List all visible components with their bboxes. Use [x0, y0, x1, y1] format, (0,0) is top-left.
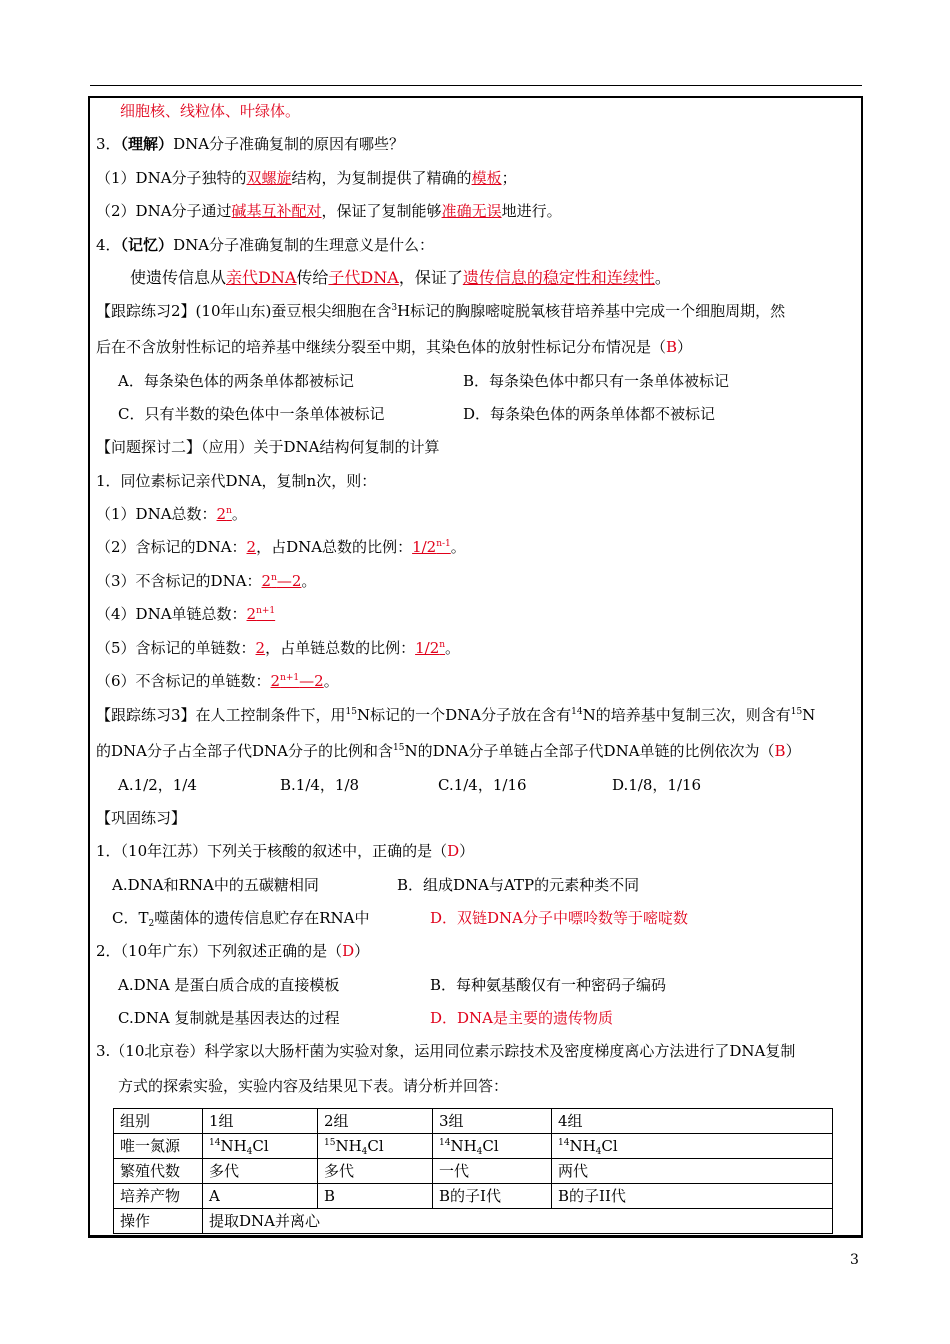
text: 传给	[296, 268, 329, 287]
table-cell: 提取DNA并离心	[203, 1209, 833, 1234]
text: 【跟踪练习3】在人工控制条件下，用	[96, 706, 346, 724]
answer	[415, 639, 445, 657]
exp: n+1	[256, 606, 276, 616]
table-cell: A	[203, 1184, 318, 1209]
option-d: D．DNA是主要的遗传物质	[430, 1009, 614, 1027]
text: N的培养基中复制三次，则含有	[582, 706, 791, 724]
text: 2．（10年广东）下列叙述正确的是（	[96, 942, 343, 960]
text: 噬菌体的遗传信息贮存在RNA中	[154, 909, 370, 927]
text: ；	[501, 169, 517, 187]
table-row	[114, 1159, 833, 1184]
superscript: 14	[571, 707, 583, 717]
table-cell: 组别	[114, 1109, 203, 1134]
exp: n	[439, 640, 446, 650]
question-3-answer-1	[96, 169, 517, 187]
table-cell	[203, 1134, 318, 1159]
option-c: C．只有半数的染色体中一条单体被标记	[118, 405, 385, 423]
subscript: 4	[361, 1147, 368, 1157]
table-cell: 2组	[318, 1109, 433, 1134]
text: 。	[323, 672, 339, 690]
answer: 2	[255, 639, 266, 657]
table-cell: 培养产物	[114, 1184, 203, 1209]
table-cell: 3组	[433, 1109, 552, 1134]
table-cell	[318, 1134, 433, 1159]
table-cell: B的子II代	[552, 1184, 833, 1209]
q-number: 4．	[96, 236, 121, 254]
answer: 准确无误	[441, 202, 502, 220]
text: N标记的一个DNA分子放在含有	[357, 706, 572, 724]
superscript: 15	[345, 707, 357, 717]
option-b: B.1/4，1/8	[280, 776, 360, 794]
text: 。	[445, 639, 461, 657]
calc-6	[96, 672, 339, 690]
superscript: 15	[790, 707, 803, 717]
answer-line-organelles: 细胞核、线粒体、叶绿体。	[120, 102, 301, 120]
text: 。	[301, 572, 317, 590]
text: （6）不含标记的单链数：	[96, 672, 271, 690]
practice-3-line2: 方式的探索实验，实验内容及结果见下表。请分析并回答：	[118, 1077, 509, 1095]
text: Cl	[367, 1137, 384, 1155]
superscript: 14	[558, 1138, 570, 1148]
q-text: DNA分子准确复制的生理意义是什么：	[173, 236, 435, 254]
base: 1/2	[412, 538, 437, 556]
q-tag: （理解）	[120, 135, 174, 153]
option-b: B．每种氨基酸仅有一种密码子编码	[430, 976, 667, 994]
text: 1．（10年江苏）下列关于核酸的叙述中，正确的是（	[96, 842, 448, 860]
answer: D	[447, 842, 460, 860]
calc-5	[96, 639, 460, 657]
text: NH	[335, 1137, 362, 1155]
text: N的DNA分子单链占全部子代DNA单链的比例依次为（	[404, 742, 775, 760]
superscript: 14	[439, 1138, 451, 1148]
answer: 碱基互补配对	[231, 202, 322, 220]
text: ）	[677, 338, 693, 356]
text: ）	[459, 842, 475, 860]
question-3-answer-2	[96, 202, 562, 220]
question-3	[96, 135, 404, 153]
calc-1	[96, 505, 247, 523]
base: 1/2	[415, 639, 440, 657]
subscript: 4	[246, 1147, 253, 1157]
answer	[412, 538, 451, 556]
text: 。	[654, 268, 671, 287]
question-4	[96, 236, 434, 254]
exp: n-1	[436, 539, 451, 549]
table-cell: 操作	[114, 1209, 203, 1234]
superscript: 14	[209, 1138, 221, 1148]
practice-3: 3.（10北京卷）科学家以大肠杆菌为实验对象，运用同位素示踪技术及密度梯度离心方法进行了DNA复制	[96, 1042, 796, 1060]
calc-intro: 1．同位素标记亲代DNA，复制n次，则：	[96, 472, 377, 490]
superscript: 3	[391, 303, 398, 313]
tracking-exercise-3	[96, 706, 815, 724]
table-row	[114, 1184, 833, 1209]
text: ）	[354, 942, 370, 960]
text: （1）DNA总数：	[96, 505, 217, 523]
option-a: A．每条染色体的两条单体都被标记	[118, 372, 354, 390]
text: （2）DNA分子通过	[96, 202, 232, 220]
answer: 遗传信息的稳定性和连续性	[462, 268, 655, 287]
q-tag: （记忆）	[120, 236, 174, 254]
text: 。	[231, 505, 247, 523]
answer	[217, 505, 232, 523]
option-c: C.DNA 复制就是基因表达的过程	[118, 1009, 340, 1027]
table-cell: 两代	[552, 1159, 833, 1184]
answer: 模板	[471, 169, 502, 187]
exp: n	[226, 506, 232, 516]
option-a: A.1/2，1/4	[118, 776, 197, 794]
text: （1）DNA分子独特的	[96, 169, 247, 187]
rest: —2	[299, 672, 324, 690]
option-d: D.1/8，1/16	[612, 776, 702, 794]
practice-1	[96, 842, 474, 860]
text: H标记的胸腺嘧啶脱氧核苷培养基中完成一个细胞周期，然	[397, 302, 786, 320]
text: 的DNA分子占全部子代DNA分子的比例和含	[96, 742, 393, 760]
table-row	[114, 1134, 833, 1159]
text: 。	[450, 538, 466, 556]
calc-4	[96, 605, 275, 623]
table-cell: 唯一氮源	[114, 1134, 203, 1159]
table-cell: 多代	[318, 1159, 433, 1184]
option-d: D．每条染色体的两条单体都不被标记	[463, 405, 716, 423]
consolidation-heading: 【巩固练习】	[96, 809, 187, 827]
subscript: 2	[148, 919, 155, 929]
answer: 亲代DNA	[226, 268, 297, 287]
text: Cl	[482, 1137, 499, 1155]
table-cell	[433, 1134, 552, 1159]
text: （4）DNA单链总数：	[96, 605, 247, 623]
text: 后在不含放射性标记的培养基中继续分裂至中期，其染色体的放射性标记分布情况是（	[96, 338, 667, 356]
answer: 双螺旋	[246, 169, 292, 187]
text: ，占DNA总数的比例：	[256, 538, 413, 556]
option-a: A.DNA和RNA中的五碳糖相同	[112, 876, 319, 894]
table-cell: B的子I代	[433, 1184, 552, 1209]
subscript: 4	[595, 1147, 602, 1157]
option-c: C.1/4，1/16	[438, 776, 527, 794]
table-row	[114, 1109, 833, 1134]
text: NH	[450, 1137, 477, 1155]
text: 地进行。	[501, 202, 562, 220]
rest: —2	[276, 572, 302, 590]
answer: D	[342, 942, 355, 960]
header-rule	[90, 85, 862, 86]
answer	[247, 605, 276, 623]
text: NH	[569, 1137, 596, 1155]
table-cell: B	[318, 1184, 433, 1209]
base: 2	[216, 505, 227, 523]
base: 2	[270, 672, 281, 690]
text: NH	[220, 1137, 247, 1155]
calc-2	[96, 538, 466, 556]
table-cell: 一代	[433, 1159, 552, 1184]
subscript: 4	[476, 1147, 483, 1157]
problem-discussion-2: 【问题探讨二】（应用）关于DNA结构何复制的计算	[96, 438, 440, 456]
option-c	[112, 909, 369, 927]
experiment-table	[113, 1108, 833, 1234]
table-cell	[552, 1134, 833, 1159]
answer: B	[774, 742, 786, 760]
page-number: 3	[850, 1252, 859, 1268]
option-b: B．组成DNA与ATP的元素种类不同	[397, 876, 640, 894]
text: Cl	[252, 1137, 269, 1155]
tracking-exercise-2	[96, 302, 785, 320]
base: 2	[246, 605, 257, 623]
question-4-answer	[130, 269, 671, 287]
table-cell: 1组	[203, 1109, 318, 1134]
answer	[262, 572, 302, 590]
text: ，保证了	[398, 268, 463, 287]
q-number: 3．	[96, 135, 121, 153]
practice-2	[96, 942, 369, 960]
superscript: 15	[392, 743, 405, 753]
table-cell: 繁殖代数	[114, 1159, 203, 1184]
text: （2）含标记的DNA：	[96, 538, 247, 556]
option-d: D．双链DNA分子中嘌呤数等于嘧啶数	[430, 909, 689, 927]
option-b: B．每条染色体中都只有一条单体被标记	[463, 372, 730, 390]
answer	[271, 672, 324, 690]
text: C．T	[112, 909, 149, 927]
superscript: 15	[324, 1138, 336, 1148]
text: ）	[785, 742, 801, 760]
table-cell: 4组	[552, 1109, 833, 1134]
answer: 子代DNA	[328, 268, 399, 287]
tracking-exercise-2-line2	[96, 338, 692, 356]
text: Cl	[601, 1137, 618, 1155]
text: 使遗传信息从	[130, 268, 227, 287]
answer: 2	[246, 538, 257, 556]
text: 【跟踪练习2】(10年山东)蚕豆根尖细胞在含	[96, 302, 392, 320]
tracking-exercise-3-line2	[96, 742, 801, 760]
answer: B	[666, 338, 678, 356]
text: 结构，为复制提供了精确的	[291, 169, 472, 187]
calc-3	[96, 572, 316, 590]
exp: n	[271, 573, 277, 583]
table-row	[114, 1209, 833, 1234]
option-a: A.DNA 是蛋白质合成的直接模板	[118, 976, 340, 994]
text: ，保证了复制能够	[321, 202, 442, 220]
q-text: DNA分子准确复制的原因有哪些？	[173, 135, 405, 153]
text: （5）含标记的单链数：	[96, 639, 256, 657]
text: （3）不含标记的DNA：	[96, 572, 262, 590]
text: ，占单链总数的比例：	[265, 639, 416, 657]
table-cell: 多代	[203, 1159, 318, 1184]
exp: n+1	[280, 673, 300, 683]
text: N	[802, 706, 816, 724]
base: 2	[261, 572, 272, 590]
